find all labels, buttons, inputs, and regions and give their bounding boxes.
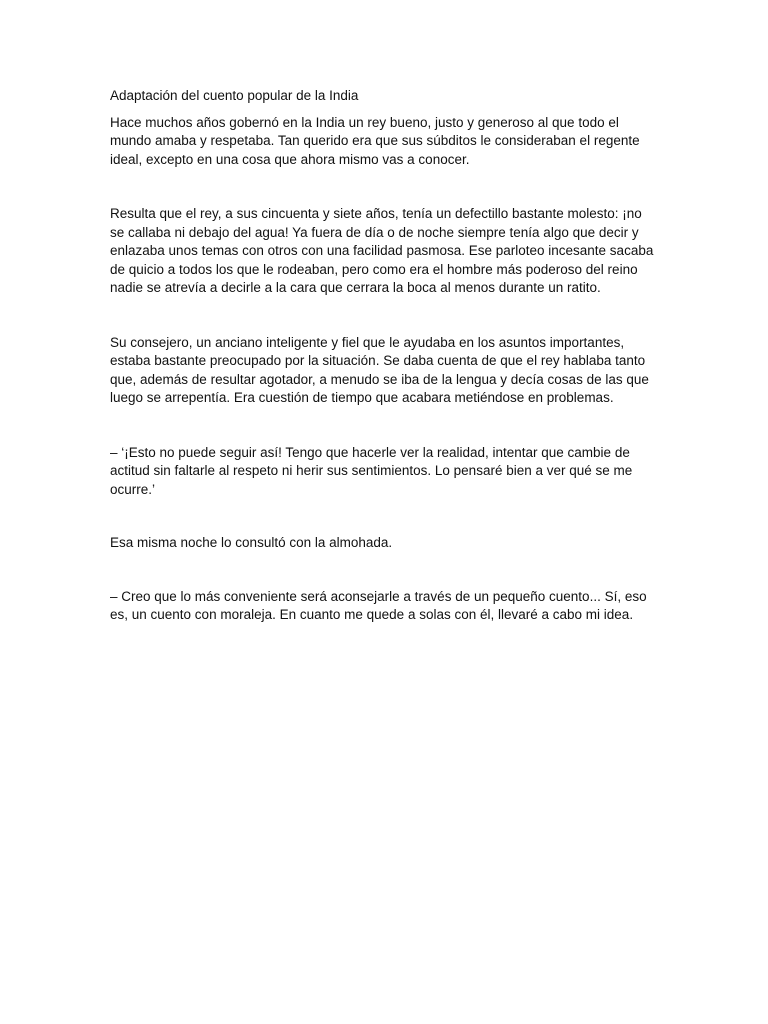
paragraph-4: – ‘¡Esto no puede seguir así! Tengo que hacerle ver la realidad, intentar que cambie de actitud sin faltarle al respeto ni herir sus sentimientos. Lo pensaré bien a ver qué se me ocurre.’ xyxy=(110,444,633,497)
paragraph-1: Hace muchos años gobernó en la India un rey bueno, justo y generoso al que todo el mundo amaba y respetaba. Tan querido era que sus súbditos le consideraban el regente ideal, excepto en una cosa que ahora mismo vas a conocer. xyxy=(110,114,640,167)
paragraph-5: Esa misma noche lo consultó con la almohada. xyxy=(110,535,393,550)
document-title: Adaptación del cuento popular de la India xyxy=(110,88,359,103)
document-body xyxy=(110,87,658,625)
paragraph-6: – Creo que lo más conveniente será aconsejarle a través de un pequeño cuento... Sí, eso es, un cuento con moraleja. En cuanto me quede a solas con él, llevaré a cabo mi idea. xyxy=(110,588,647,622)
paragraph-3: Su consejero, un anciano inteligente y fiel que le ayudaba en los asuntos importantes, estaba bastante preocupado por la situación. Se daba cuenta de que el rey hablaba tanto que, además de resultar agotador, a menudo se iba de la lengua y decía cosas de las que luego se arrepentía. Era cuestión de tiempo que acabara metiéndose en problemas. xyxy=(110,334,649,405)
paragraph-2: Resulta que el rey, a sus cincuenta y siete años, tenía un defectillo bastante molesto: ¡no se callaba ni debajo del agua! Ya fuera de día o de noche siempre tenía algo que decir y enlazaba unos temas con otros con una facilidad pasmosa. Ese parloteo incesante sacaba de quicio a todos los que le rodeaban, pero como era el hombre más poderoso del reino nadie se atrevía a decirle a la cara que cerrara la boca al menos durante un ratito. xyxy=(110,206,654,295)
